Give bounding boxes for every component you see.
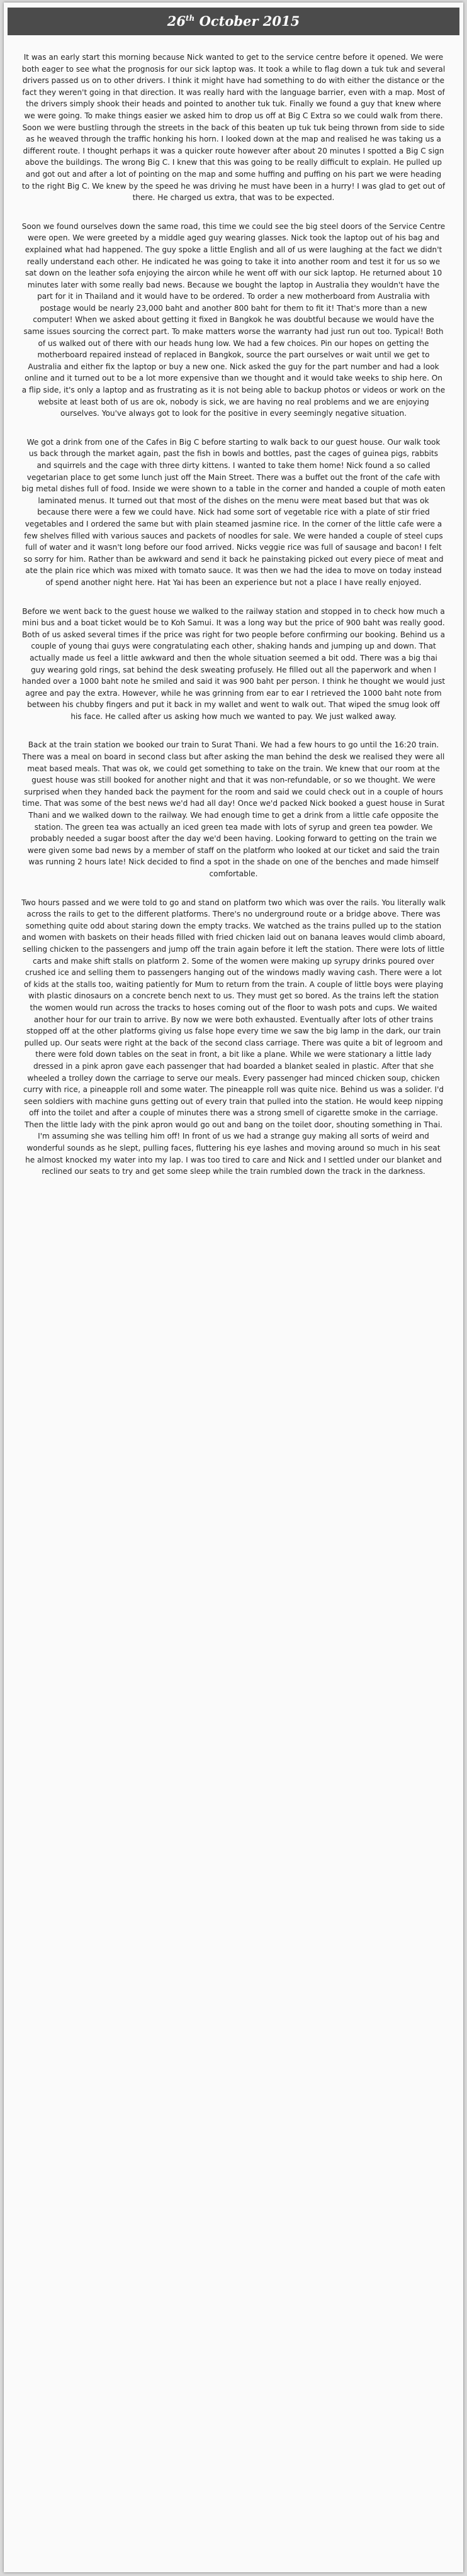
paragraph: Back at the train station we booked our train to Surat Thani. We had a few hours to go until the 16:20 train. There was a meal on board in second class but after asking the man behind the desk we realised they were all meat based meals. That was ok, we could get something to take on the train. We knew that our room at the guest house was still booked for another night and that it was non-refundable, or so we thought. We were surprised when they handed back the payment for the room and said we could check out in a couple of hours time. That was some of the best news we'd had all day! Once we'd packed Nick booked a guest house in Surat Thani and we walked down to the railway. We had enough time to get a drink from a little cafe opposite the station. The green tea was actually an iced green tea made with lots of syrup and green tea powder. We probably needed a sugar boost after the day we'd been having. Looking forward to getting on the train we were given some bad news by a member of staff on the platform who looked at our ticket and said the train was running 2 hours late! Nick decided to find a spot in the shade on one of the benches and made himself comfortable. xyxy=(22,740,445,878)
date-day-suffix: th xyxy=(185,14,195,23)
date-day: 26 xyxy=(167,13,186,29)
journal-page xyxy=(4,3,463,2572)
journal-body xyxy=(21,52,446,1195)
paragraph: It was an early start this morning because Nick wanted to get to the service centre before it opened. We were both eager to see what the prognosis for our sick laptop was. It took a while to flag down a tuk tuk and several drivers passed us on to other drivers. I think it might have had something to do with either the distance or the fact they weren't going in that direction. It was really hard with the language barrier, even with a map. Most of the drivers simply shook their heads and pointed to another tuk tuk. Finally we found a guy that knew where we were going. To make things easier we asked him to drop us off at Big C Extra so we could walk from there. Soon we were bustling through the streets in the back of this beaten up tuk tuk being thrown from side to side as he weaved through the traffic honking his horn. I looked down at the map and realised he was taking us a different route. I thought perhaps it was a quicker route however after about 20 minutes I spotted a Big C sign above the buildings. The wrong Big C. I knew that this was going to be really difficult to explain. He pulled up and got out and after a lot of pointing on the map and some huffing and puffing on his part we were heading to the right Big C. We knew by the speed he was driving he must have been in a hurry! I was glad to get out of there. He charged us extra, that was to be expected. xyxy=(21,53,446,203)
paragraph: Before we went back to the guest house we walked to the railway station and stopped in to check how much a mini bus and a boat ticket would be to Koh Samui. It was a long way but the price of 900 baht was really good. Both of us asked several times if the price was right for two people before confirming our booking. Behind us a couple of young thai guys were congratulating each other, shaking hands and jumping up and down. That actually made us feel a little awkward and then the whole situation seemed a bit odd. There was a big thai guy wearing gold rings, sat behind the desk sweating profusely. He filled out all the paperwork and when I handed over a 1000 baht note he smiled and said it was 900 baht per person. I think he thought we would just agree and pay the extra. However, while he was grinning from ear to ear I retrieved the 1000 baht note from between his chubby fingers and put it back in my wallet and went to walk out. That wiped the smug look off his face. He called after us asking how much we wanted to pay. We just walked away. xyxy=(21,606,446,721)
paragraph: We got a drink from one of the Cafes in Big C before starting to walk back to our guest house. Our walk took us back through the market again, past the fish in bowls and bottles, past the cages of guinea pigs, rabbits and squirrels and the cage with three dirty kittens. I wanted to take them home! Nick found a so called vegetarian place to get some lunch just off the Main Street. There was a buffet out the front of the cafe with big metal dishes full of food. Inside we were shown to a table in the corner and handed a couple of moth eaten laminated menus. It turned out that most of the dishes on the menu were meat based but that was ok because there were a few we could have. Nick had some sort of vegetable rice with a plate of stir fried vegetables and I ordered the same but with plain steamed jasmine rice. In the corner of the little cafe were a few shelves filled with various sauces and packets of noodles for sale. We were handed a couple of steel cups full of water and it wasn't long before our food arrived. Nicks veggie rice was full of sausage and bacon! I felt so sorry for him. Rather than be awkward and send it back he painstaking picked out every piece of meat and ate the plain rice which was mixed with tomato sauce. It was then we had the idea to move on today instead of spend another night here. Hat Yai has been an experience but not a place I have really enjoyed. xyxy=(21,437,446,587)
paragraph: Soon we found ourselves down the same road, this time we could see the big steel doors of the Service Centre were open. We were greeted by a middle aged guy wearing glasses. Nick took the laptop out of his bag and explained what had happened. The guy spoke a little English and all of us were laughing at the fact we didn't really understand each other. He indicated he was going to take it into another room and test it for us so we sat down on the leather sofa enjoying the aircon while he went off with our sick laptop. He returned about 10 minutes later with some really bad news. Because we bought the laptop in Australia they wouldn't have the part for it in Thailand and it would have to be ordered. To order a new motherboard from Australia with postage would be nearly 23,000 baht and another 800 baht for them to fit it! That's more than a new computer! When we asked about getting it fixed in Bangkok he was doubtful because we would have the same issues sourcing the correct part. To make matters worse the warranty had just run out too. Typical! Both of us walked out of there with our heads hung low. We had a few choices. Pin our hopes on getting the motherboard repaired instead of replaced in Bangkok, source the part ourselves or wait until we get to Australia and either fix the laptop or buy a new one. Nick asked the guy for the part number and had a look online and it turned out to be a lot more expensive than we thought and it would take weeks to ship here. On a flip side, it's only a laptop and as frustrating as it is not being able to backup photos or videos or work on the website at least both of us are ok, nobody is sick, we are having no real problems and we are enjoying ourselves. You've always got to look for the positive in every seemingly negative situation. xyxy=(21,221,446,418)
date-month-year: October 2015 xyxy=(199,13,300,29)
date-banner xyxy=(8,8,459,35)
paragraph: Two hours passed and we were told to go and stand on platform two which was over the rails. You literally walk across the rails to get to the different platforms. There's no underground route or a bridge above. There was something quite odd about staring down the empty tracks. We watched as the trains pulled up to the station and women with baskets on their heads filled with fried chicken laid out on banana leaves would climb aboard, selling chicken to the passengers and jump off the train again before it left the station. There were lots of little carts and make shift stalls on platform 2. Some of the women were making up syrupy drinks poured over crushed ice and selling them to passengers hanging out of the windows madly waving cash. There were a lot of kids at the stalls too, waiting patiently for Mum to return from the train. A couple of little boys were playing with plastic dinosaurs on a concrete bench next to us. They must get so bored. As the trains left the station the women would run across the tracks to hoses coming out of the floor to wash pots and cups. We waited another hour for our train to arrive. By now we were both exhausted. Eventually after lots of other trains stopped off at the other platforms giving us false hope every time we saw the big lamp in the dark, our train pulled up. Our seats were right at the back of the second class carriage. There was quite a bit of legroom and there were fold down tables on the seat in front, a bit like a plane. While we were stationary a little lady dressed in a pink apron gave each passenger that had boarded a blanket sealed in plastic. After that she wheeled a trolley down the carriage to serve our meals. Every passenger had minced chicken soup, chicken curry with rice, a pineapple roll and some water. The pineapple roll was quite nice. Behind us was a solider. I'd seen soldiers with machine guns getting out of every train that pulled into the station. He would keep nipping off into the toilet and after a couple of minutes there was a strong smell of cigarette smoke in the carriage. Then the little lady with the pink apron would go out and bang on the toilet door, shouting something in Thai. I'm assuming she was telling him off! In front of us we had a strange guy making all sorts of weird and wonderful sounds as he slept, pulling faces, fluttering his eye lashes and moving around so much in his seat he almost knocked my water into my lap. I was too tired to care and Nick and I settled under our blanket and reclined our seats to try and get some sleep while the train rumbled down the track in the darkness. xyxy=(21,898,446,1176)
